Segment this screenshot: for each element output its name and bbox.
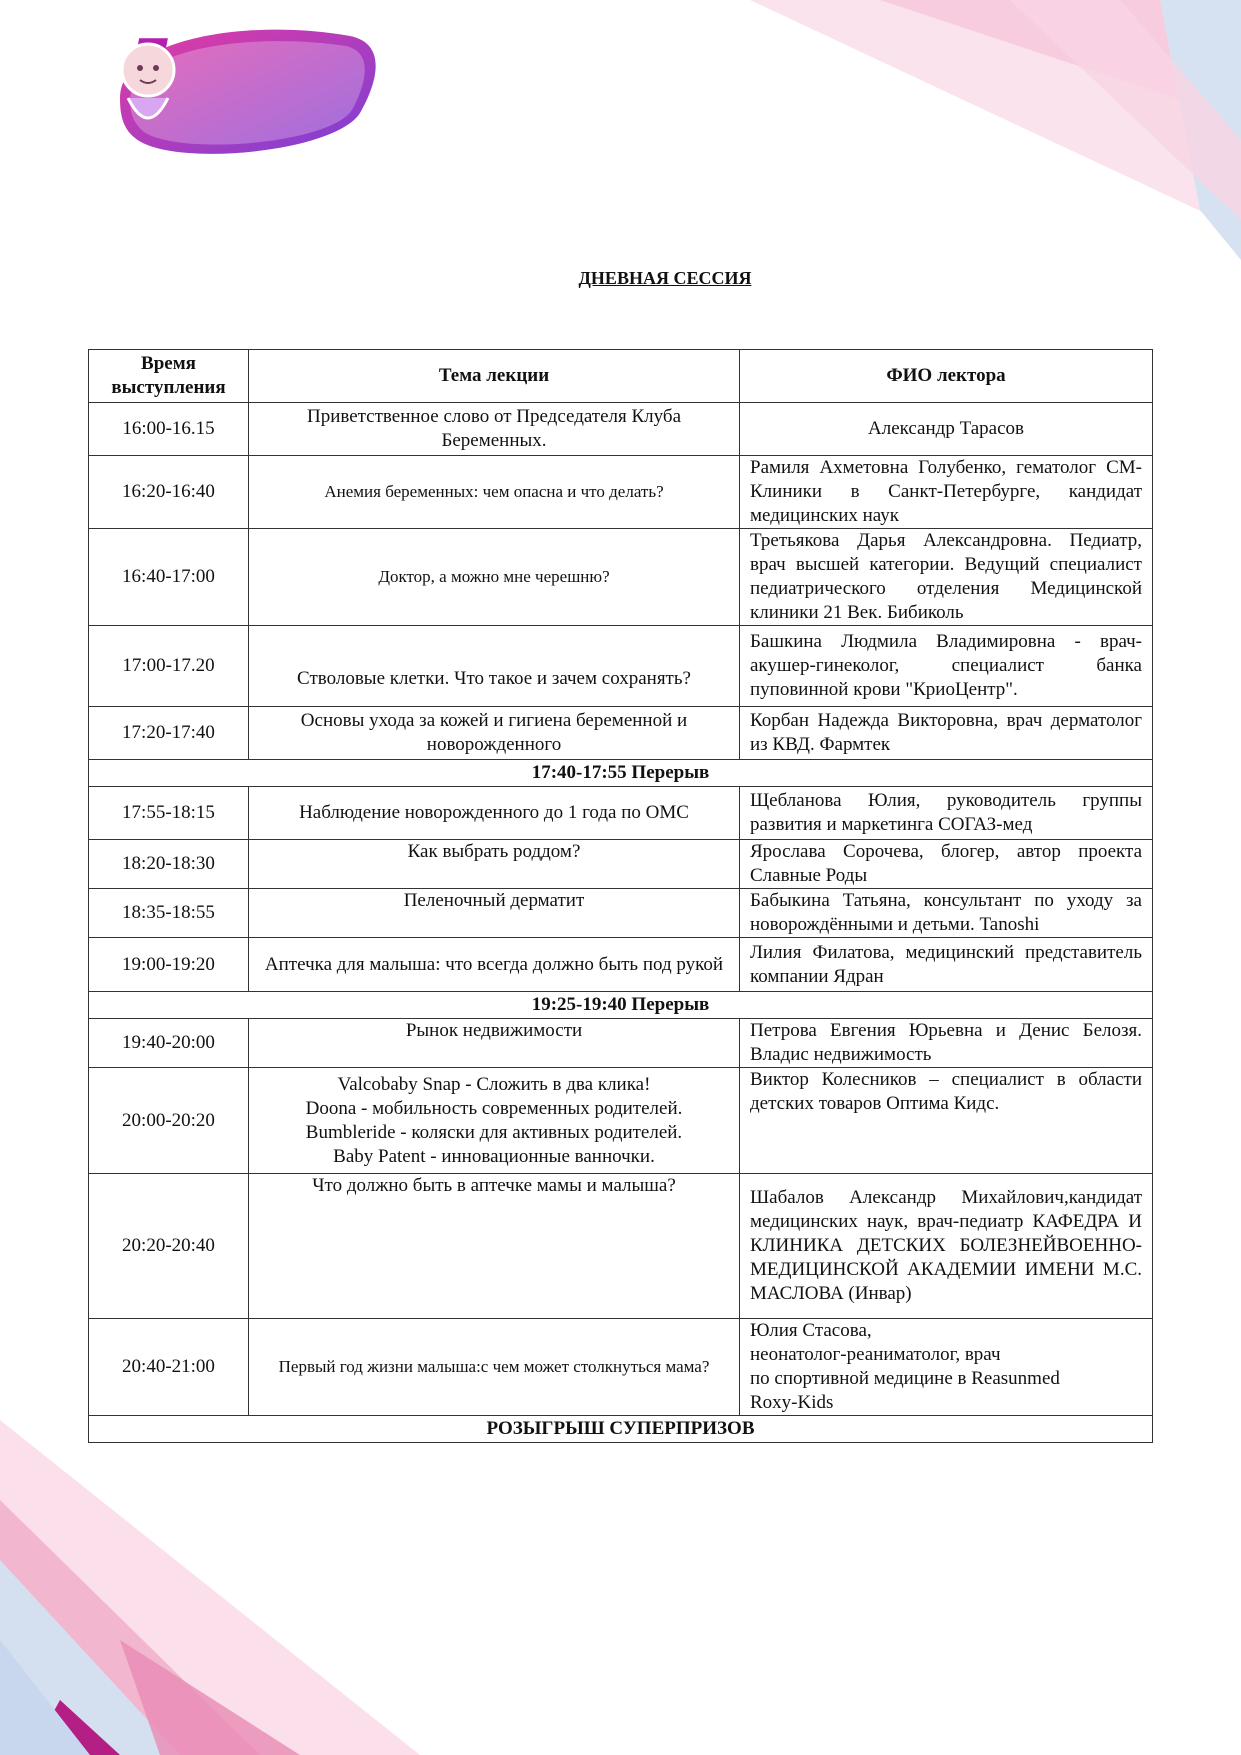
- page-title: ДНЕВНАЯ СЕССИЯ: [578, 268, 752, 288]
- topic-line: Doona - мобильность современных родителей.: [305, 1097, 683, 1119]
- table-row: [89, 626, 1153, 707]
- row-time: 18:20-18:30: [89, 840, 249, 889]
- row-speaker: Башкина Людмила Владимировна - врач-акушер-гинеколог, специалист банка пуповинной крови "КриоЦентр".: [740, 626, 1153, 707]
- row-speaker: Бабыкина Татьяна, консультант по уходу за новорождёнными и детьми. Tanoshi: [740, 889, 1153, 938]
- row-speaker: Петрова Евгения Юрьевна и Денис Белозя. Владис недвижимость: [740, 1019, 1153, 1068]
- table-row: [89, 707, 1153, 760]
- break-label: 17:40-17:55 Перерыв: [89, 760, 1153, 787]
- row-topic: Анемия беременных: чем опасна и что делать?: [249, 456, 740, 529]
- row-speaker: Лилия Филатова, медицинский представитель компании Ядран: [740, 938, 1153, 992]
- header-topic: Тема лекции: [249, 350, 740, 403]
- row-topic: Основы ухода за кожей и гигиена беременной и новорожденного: [249, 707, 740, 760]
- row-time: 20:20-20:40: [89, 1174, 249, 1319]
- table-row: [89, 403, 1153, 456]
- speaker-line: Roxy-Kids: [750, 1392, 834, 1413]
- break-row: [89, 992, 1153, 1019]
- row-time: 20:40-21:00: [89, 1319, 249, 1416]
- final-row: [89, 1416, 1153, 1443]
- table-row: [89, 456, 1153, 529]
- table-row: [89, 938, 1153, 992]
- table-row: [89, 1174, 1153, 1319]
- row-topic: Что должно быть в аптечке мамы и малыша?: [249, 1174, 740, 1319]
- row-time: 16:00-16.15: [89, 403, 249, 456]
- speaker-line: Юлия Стасова,: [750, 1320, 872, 1341]
- final-label: РОЗЫГРЫШ СУПЕРПРИЗОВ: [89, 1416, 1153, 1443]
- logo-badge-icon: [110, 18, 380, 158]
- row-speaker: Ярослава Сорочева, блогер, автор проекта Славные Роды: [740, 840, 1153, 889]
- table-row: [89, 1068, 1153, 1174]
- header-time: Время выступления: [89, 350, 249, 403]
- row-topic: Приветственное слово от Председателя Клуба Беременных.: [249, 403, 740, 456]
- row-speaker: Щебланова Юлия, руководитель группы развития и маркетинга СОГАЗ-мед: [740, 787, 1153, 840]
- row-speaker: Корбан Надежда Викторовна, врач дерматолог из КВД. Фармтек: [740, 707, 1153, 760]
- row-topic: Стволовые клетки. Что такое и зачем сохранять?: [249, 626, 740, 707]
- row-topic: Первый год жизни малыша:с чем может столкнуться мама?: [249, 1319, 740, 1416]
- row-time: 17:20-17:40: [89, 707, 249, 760]
- logo: [110, 18, 380, 158]
- row-topic: Рынок недвижимости: [249, 1019, 740, 1068]
- row-speaker: Рамиля Ахметовна Голубенко, гематолог СМ-Клиники в Санкт-Петербурге, кандидат медицинских наук: [740, 456, 1153, 529]
- table-row: [89, 840, 1153, 889]
- row-time: 17:55-18:15: [89, 787, 249, 840]
- row-time: 20:00-20:20: [89, 1068, 249, 1174]
- row-topic: Наблюдение новорожденного до 1 года по ОМС: [249, 787, 740, 840]
- topic-line: Baby Patent - инновационные ванночки.: [333, 1145, 655, 1167]
- row-topic: Аптечка для малыша: что всегда должно быть под рукой: [249, 938, 740, 992]
- row-topic: Как выбрать роддом?: [249, 840, 740, 889]
- row-speaker: Шабалов Александр Михайлович,кандидат медицинских наук, врач-педиатр КАФЕДРА И КЛИНИКА ДЕТСКИХ БОЛЕЗНЕЙВОЕННО-МЕДИЦИНСКОЙ АКАДЕМИИ ИМЕНИ М.С. МАСЛОВА (Инвар): [740, 1174, 1153, 1319]
- topic-line: Bumbleride - коляски для активных родителей.: [305, 1121, 683, 1143]
- break-label: 19:25-19:40 Перерыв: [89, 992, 1153, 1019]
- row-time: 19:40-20:00: [89, 1019, 249, 1068]
- row-speaker: [740, 1319, 1153, 1416]
- speaker-line: неонатолог-реаниматолог, врач: [750, 1344, 1001, 1365]
- table-row: [89, 1019, 1153, 1068]
- row-time: 16:20-16:40: [89, 456, 249, 529]
- row-topic: Пеленочный дерматит: [249, 889, 740, 938]
- table-row: [89, 1319, 1153, 1416]
- row-speaker: Виктор Колесников – специалист в области детских товаров Оптима Кидс.: [740, 1068, 1153, 1174]
- row-time: 16:40-17:00: [89, 529, 249, 626]
- topic-line: Valcobaby Snap - Сложить в два клика!: [337, 1073, 651, 1095]
- table-header-row: [89, 350, 1153, 403]
- header-speaker: ФИО лектора: [740, 350, 1153, 403]
- speaker-line: по спортивной медицине в Reasunmed: [750, 1368, 1060, 1389]
- row-speaker: Третьякова Дарья Александровна. Педиатр, врач высшей категории. Ведущий специалист педиатрического отделения Медицинской клиники 21 Век. Бибиколь: [740, 529, 1153, 626]
- schedule-table: [88, 349, 1153, 1443]
- row-time: 17:00-17.20: [89, 626, 249, 707]
- row-topic: Доктор, а можно мне черешню?: [249, 529, 740, 626]
- table-row: [89, 889, 1153, 938]
- row-time: 19:00-19:20: [89, 938, 249, 992]
- table-row: [89, 529, 1153, 626]
- row-topic: [249, 1068, 740, 1174]
- break-row: [89, 760, 1153, 787]
- table-row: [89, 787, 1153, 840]
- row-time: 18:35-18:55: [89, 889, 249, 938]
- row-speaker: Александр Тарасов: [740, 403, 1153, 456]
